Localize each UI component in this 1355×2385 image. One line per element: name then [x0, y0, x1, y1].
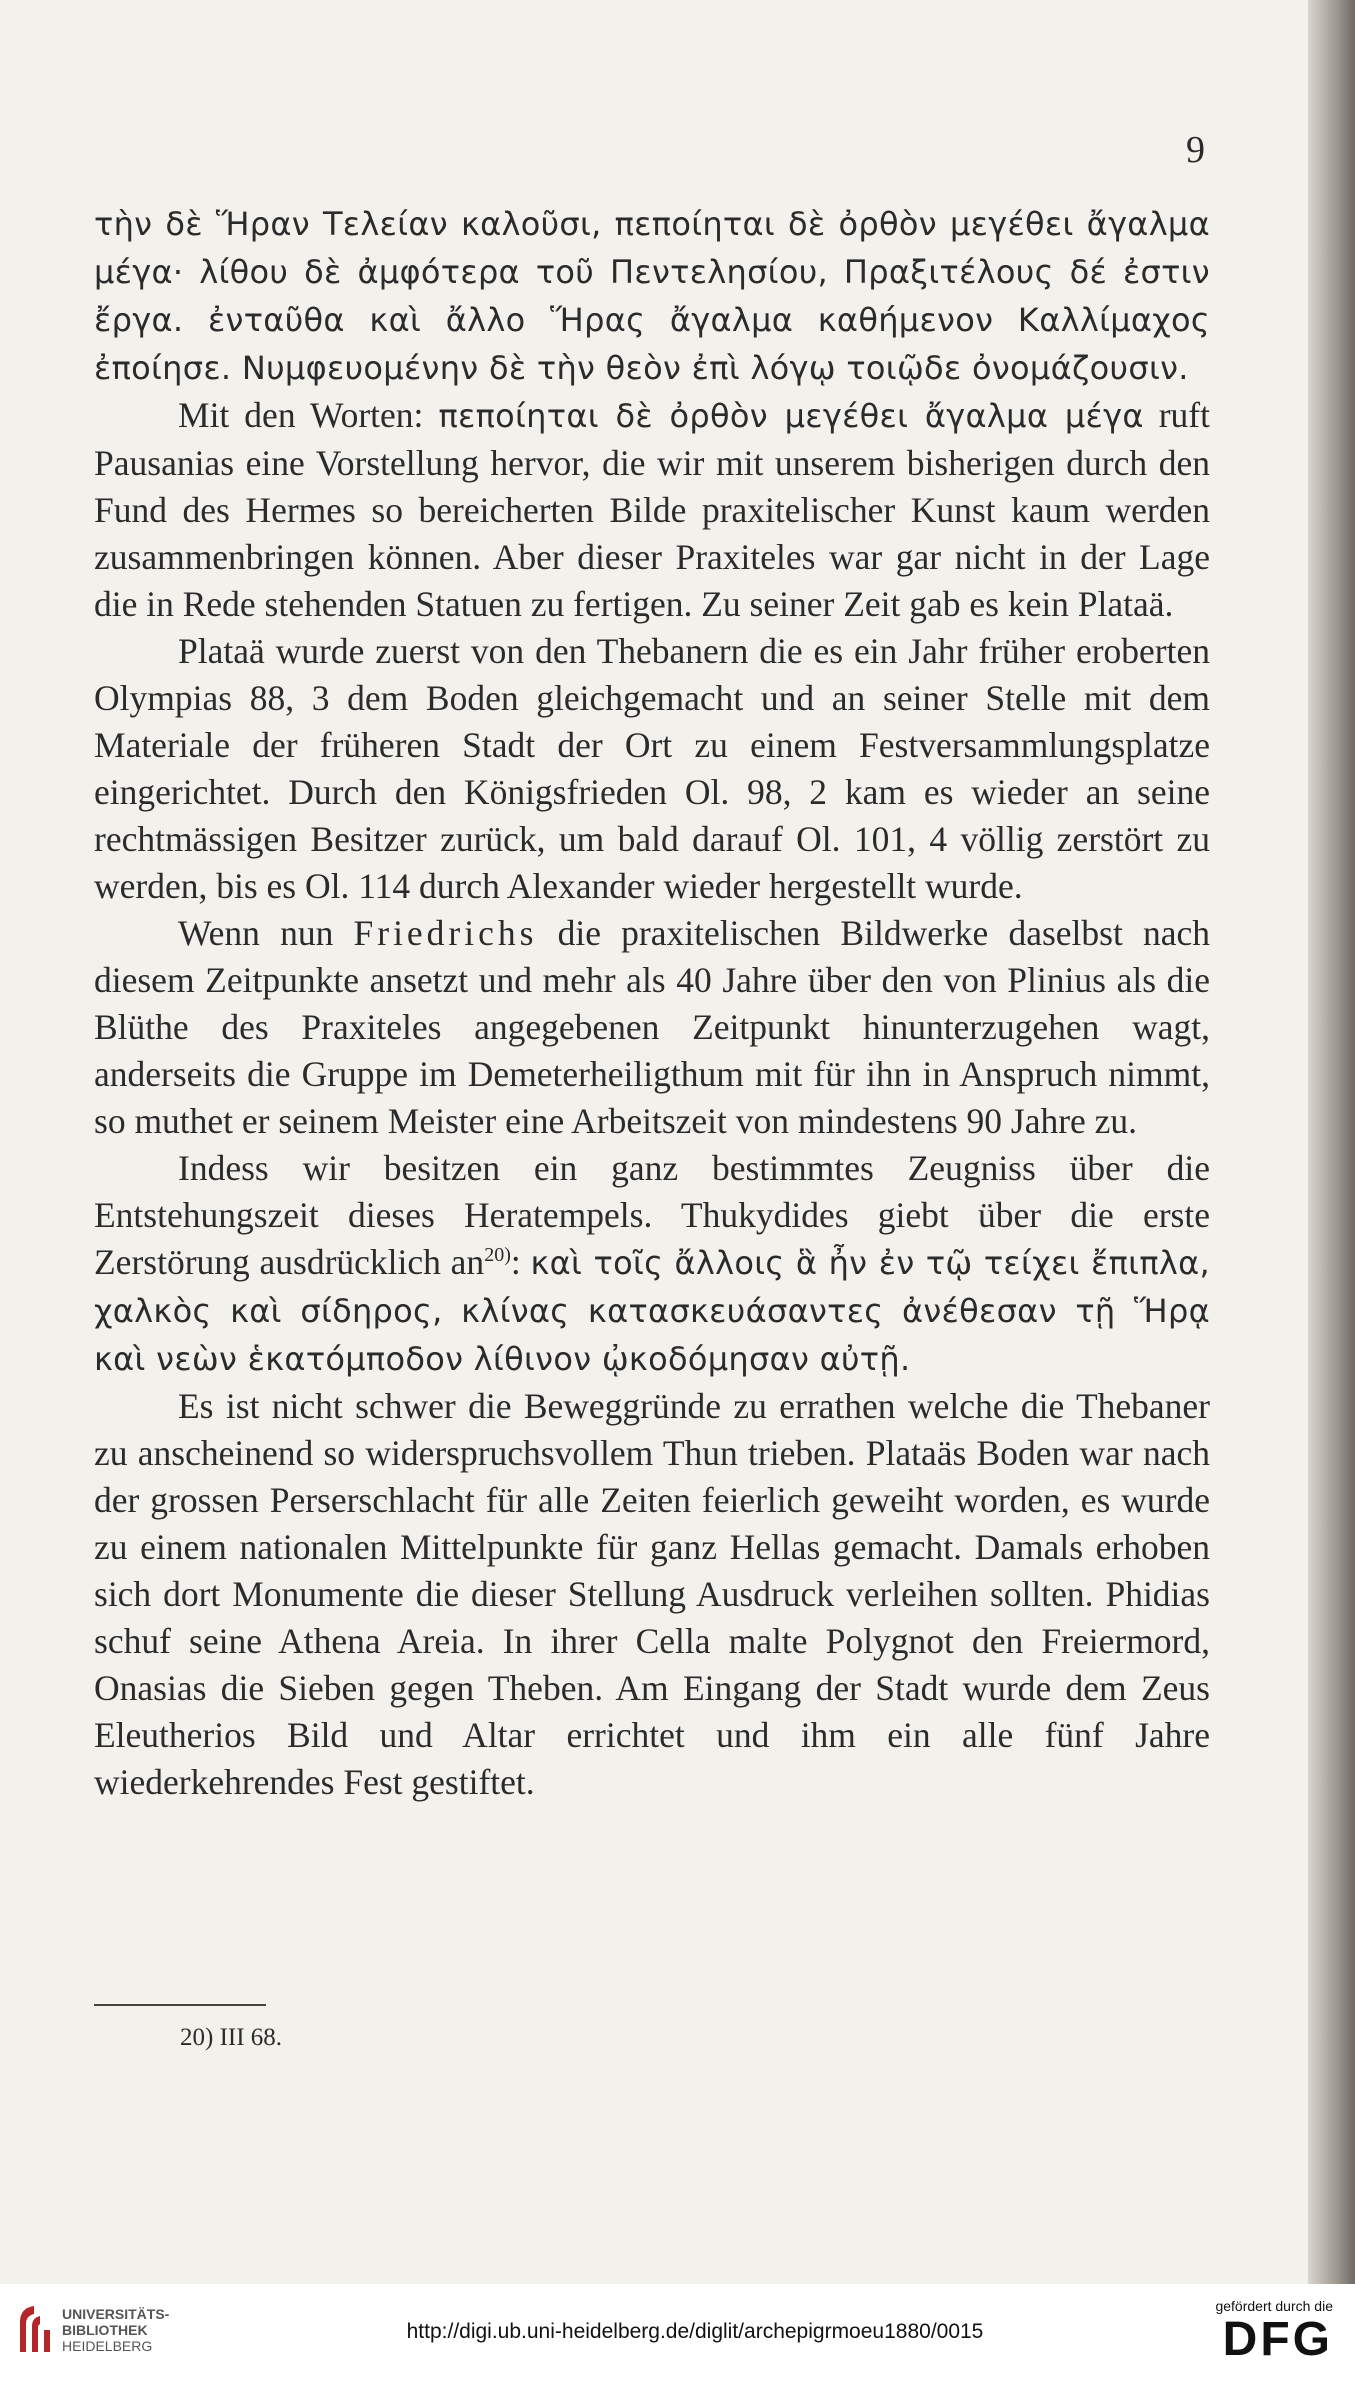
- greek-quote: πεποίηται δὲ ὀρθὸν μεγέθει ἄγαλμα μέγα: [438, 397, 1144, 435]
- paragraph: [94, 628, 1210, 910]
- footnote-divider: [94, 2004, 266, 2006]
- paragraph: [94, 392, 1210, 628]
- text-run: Wenn nun: [178, 913, 354, 953]
- dfg-logo-text: DFG: [1222, 2313, 1333, 2366]
- library-name-line2: BIBLIOTHEK: [62, 2322, 148, 2338]
- greek-quote: τὴν δὲ Ἥραν Τελείαν καλοῦσι, πεποίηται δὲ ὀρθὸν μεγέθει ἄγαλμα μέγα· λίθου δὲ ἀμφότερα τοῦ Πεντελησίου, Πραξιτέλους δέ ἐστιν ἔργα. ἐνταῦθα καὶ ἄλλο Ἥρας ἄγαλμα καθήμενον Καλλίμαχος ἐποίησε. Νυμφευομένην δὲ τὴν θεὸν ἐπὶ λόγῳ τοιῷδε ὀνομάζουσιν.: [94, 205, 1210, 387]
- greek-quote: καὶ τοῖς ἄλλοις ἃ ἦν ἐν τῷ τείχει ἔπιπλα, χαλκὸς καὶ σίδηρος, κλίνας κατασκευάσαντες ἀνέθεσαν τῇ Ἥρᾳ καὶ νεὼν ἑκατόμποδον λίθινον ᾠκοδόμησαν αὐτῇ.: [94, 1244, 1210, 1378]
- body-text: [94, 200, 1210, 1806]
- text-run: Mit den Worten:: [178, 395, 439, 435]
- text-run: Indess wir besitzen ein ganz bestimmtes Zeugniss über die Entstehungszeit dieses Heratempels. Thukydides giebt über die erste Zerstörung ausdrücklich an: [94, 1148, 1210, 1282]
- library-logo-icon: [14, 2300, 54, 2358]
- library-name: [62, 2306, 169, 2354]
- paragraph: [94, 1383, 1210, 1806]
- text-run: Plataä wurde zuerst von den Thebanern die es ein Jahr früher eroberten Olympias 88, 3 dem Boden gleichgemacht und an seiner Stelle mit dem Materiale der früheren Stadt der Ort zu einem Festversammlungsplatze eingerichtet. Durch den Königsfrieden Ol. 98, 2 kam es wieder an seine rechtmässigen Besitzer zurück, um bald darauf Ol. 101, 4 völlig zerstört zu werden, bis es Ol. 114 durch Alexander wieder hergestellt wurde.: [94, 631, 1210, 906]
- library-name-line1: UNIVERSITÄTS-: [62, 2306, 170, 2322]
- text-run: Es ist nicht schwer die Beweggründe zu errathen welche die Thebaner zu anscheinend so widerspruchsvollem Thun trieben. Plataäs Boden war nach der grossen Perserschlacht für alle Zeiten feierlich geweiht worden, es wurde zu einem nationalen Mittelpunkte für ganz Hellas gemacht. Damals erhoben sich dort Monumente die dieser Stellung Ausdruck verleihen sollten. Phidias schuf seine Athena Areia. In ihrer Cella malte Polygnot den Freiermord, Onasias die Sieben gegen Theben. Am Eingang der Stadt wurde dem Zeus Eleutherios Bild und Altar errichtet und ihm ein alle fünf Jahre wiederkehrendes Fest gestiftet.: [94, 1386, 1210, 1802]
- text-run: ruft Pausanias eine Vorstellung hervor, die wir mit unserem bisherigen durch den Fund des Hermes so bereicherten Bilde praxitelischer Kunst kaum werden zusammenbringen können. Aber dieser Praxiteles war gar nicht in der Lage die in Rede stehenden Statuen zu fertigen. Zu seiner Zeit gab es kein Plataä.: [94, 395, 1210, 624]
- paragraph: [94, 910, 1210, 1145]
- sponsor-caption: gefördert durch die: [1215, 2298, 1333, 2314]
- footnote-reference: 20): [484, 1244, 511, 1267]
- footnote: 20) III 68.: [180, 2024, 283, 2051]
- text-run: Friedrichs: [353, 913, 538, 953]
- page-number: 9: [1186, 129, 1205, 171]
- library-name-line3: HEIDELBERG: [62, 2338, 153, 2354]
- paragraph: [94, 1145, 1210, 1383]
- paragraph: [94, 200, 1210, 392]
- page-edge-shadow: [1308, 0, 1355, 2385]
- text-run: die praxitelischen Bildwerke daselbst nach diesem Zeitpunkte ansetzt und mehr als 40 Jahre über den von Plinius als die Blüthe des Praxiteles angegebenen Zeitpunkt hinunterzugehen wagt, anderseits die Gruppe im Demeterheiligthum mit für ihn in Anspruch nimmt, so muthet er seinem Meister eine Arbeitszeit von mindestens 90 Jahre zu.: [94, 913, 1211, 1141]
- source-url-link[interactable]: http://digi.ub.uni-heidelberg.de/diglit/archepigrmoeu1880/0015: [406, 2320, 984, 2343]
- sponsor-logo: [1173, 2298, 1333, 2366]
- text-run: :: [510, 1242, 531, 1282]
